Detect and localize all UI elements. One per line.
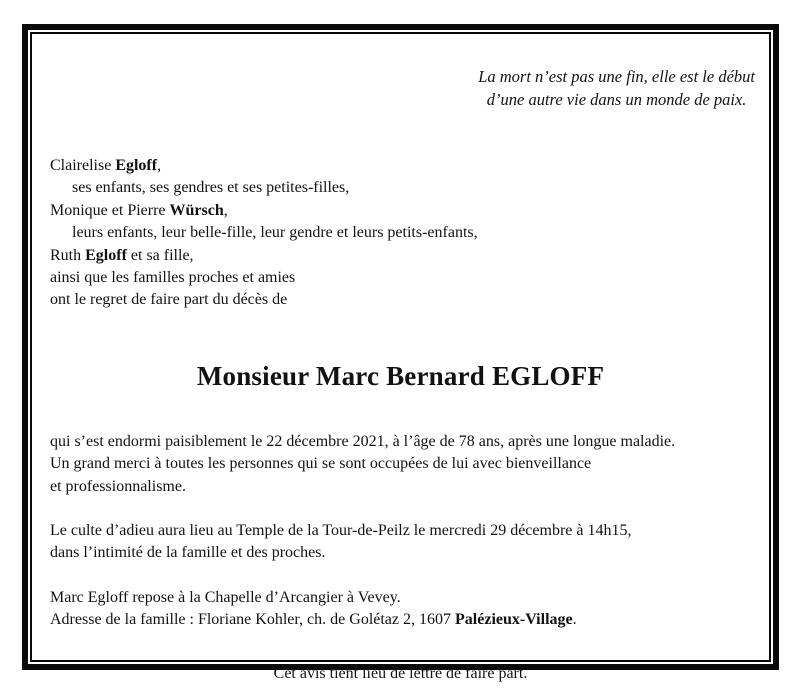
announcement-content (32, 34, 769, 682)
outer-frame-border (22, 24, 779, 682)
death-details-line2: Un grand merci à toutes les personnes qui se sont occupées de lui avec bienveillance (50, 455, 592, 473)
death-details-line1: qui s’est endormi paisiblement le 22 décembre 2021, à l’âge de 78 ans, après une longue maladie. (50, 432, 676, 450)
paragraph-address-details (50, 587, 759, 632)
address-locality: Palézieux-Village (455, 611, 573, 629)
inner-frame-border (30, 32, 771, 682)
announcer-text: Clairelise (50, 157, 116, 174)
announcer-surname: Egloff (85, 246, 127, 264)
service-details-line1: Le culte d’adieu aura lieu au Temple de la Tour-de-Peilz le mercredi 29 décembre à 14h15, (50, 521, 632, 539)
paragraph-death-details (50, 431, 759, 499)
address-text: . (572, 611, 577, 629)
announcer-text: Ruth (50, 246, 86, 264)
epitaph-quote-line1: La mort n’est pas une fin, elle est le début (478, 67, 755, 86)
announcer-line-regret: ont le regret de faire part du décès de (50, 291, 288, 309)
deceased-name-heading: Monsieur Marc Bernard EGLOFF (196, 360, 605, 391)
address-text: Adresse de la famille : Floriane Kohler, ch. de Golétaz 2, 1607 (50, 611, 456, 629)
family-address-line (50, 609, 759, 632)
announcer-line-her-children: ses enfants, ses gendres et ses petites-filles, (72, 179, 350, 197)
service-details-line2: dans l’intimité de la famille et des proches. (50, 544, 326, 562)
announcer-line-clairelise (50, 155, 759, 177)
family-announcers-list (50, 155, 759, 312)
announcer-text: Monique et Pierre (50, 201, 170, 219)
announcer-line-their-children: leurs enfants, leur belle-fille, leur gendre et leurs petits-enfants, (72, 224, 478, 242)
paragraph-service-details (50, 520, 759, 565)
announcer-line-families: ainsi que les familles proches et amies (50, 269, 296, 287)
closing-notice: Cet avis tient lieu de lettre de faire part. (273, 665, 528, 682)
announcer-text: , (223, 201, 228, 219)
announcer-surname: Egloff (115, 157, 158, 174)
death-details-line3: et professionnalisme. (50, 478, 186, 496)
announcer-line-monique-pierre (50, 200, 759, 222)
announcer-line-ruth (50, 245, 759, 267)
announcer-surname: Würsch (169, 201, 224, 219)
epitaph-quote (478, 65, 755, 111)
announcer-text: et sa fille, (126, 246, 194, 264)
epitaph-quote-line2: d’une autre vie dans un monde de paix. (486, 90, 747, 109)
chapel-line: Marc Egloff repose à la Chapelle d’Arcangier à Vevey. (50, 588, 401, 606)
announcer-text: , (157, 157, 162, 174)
